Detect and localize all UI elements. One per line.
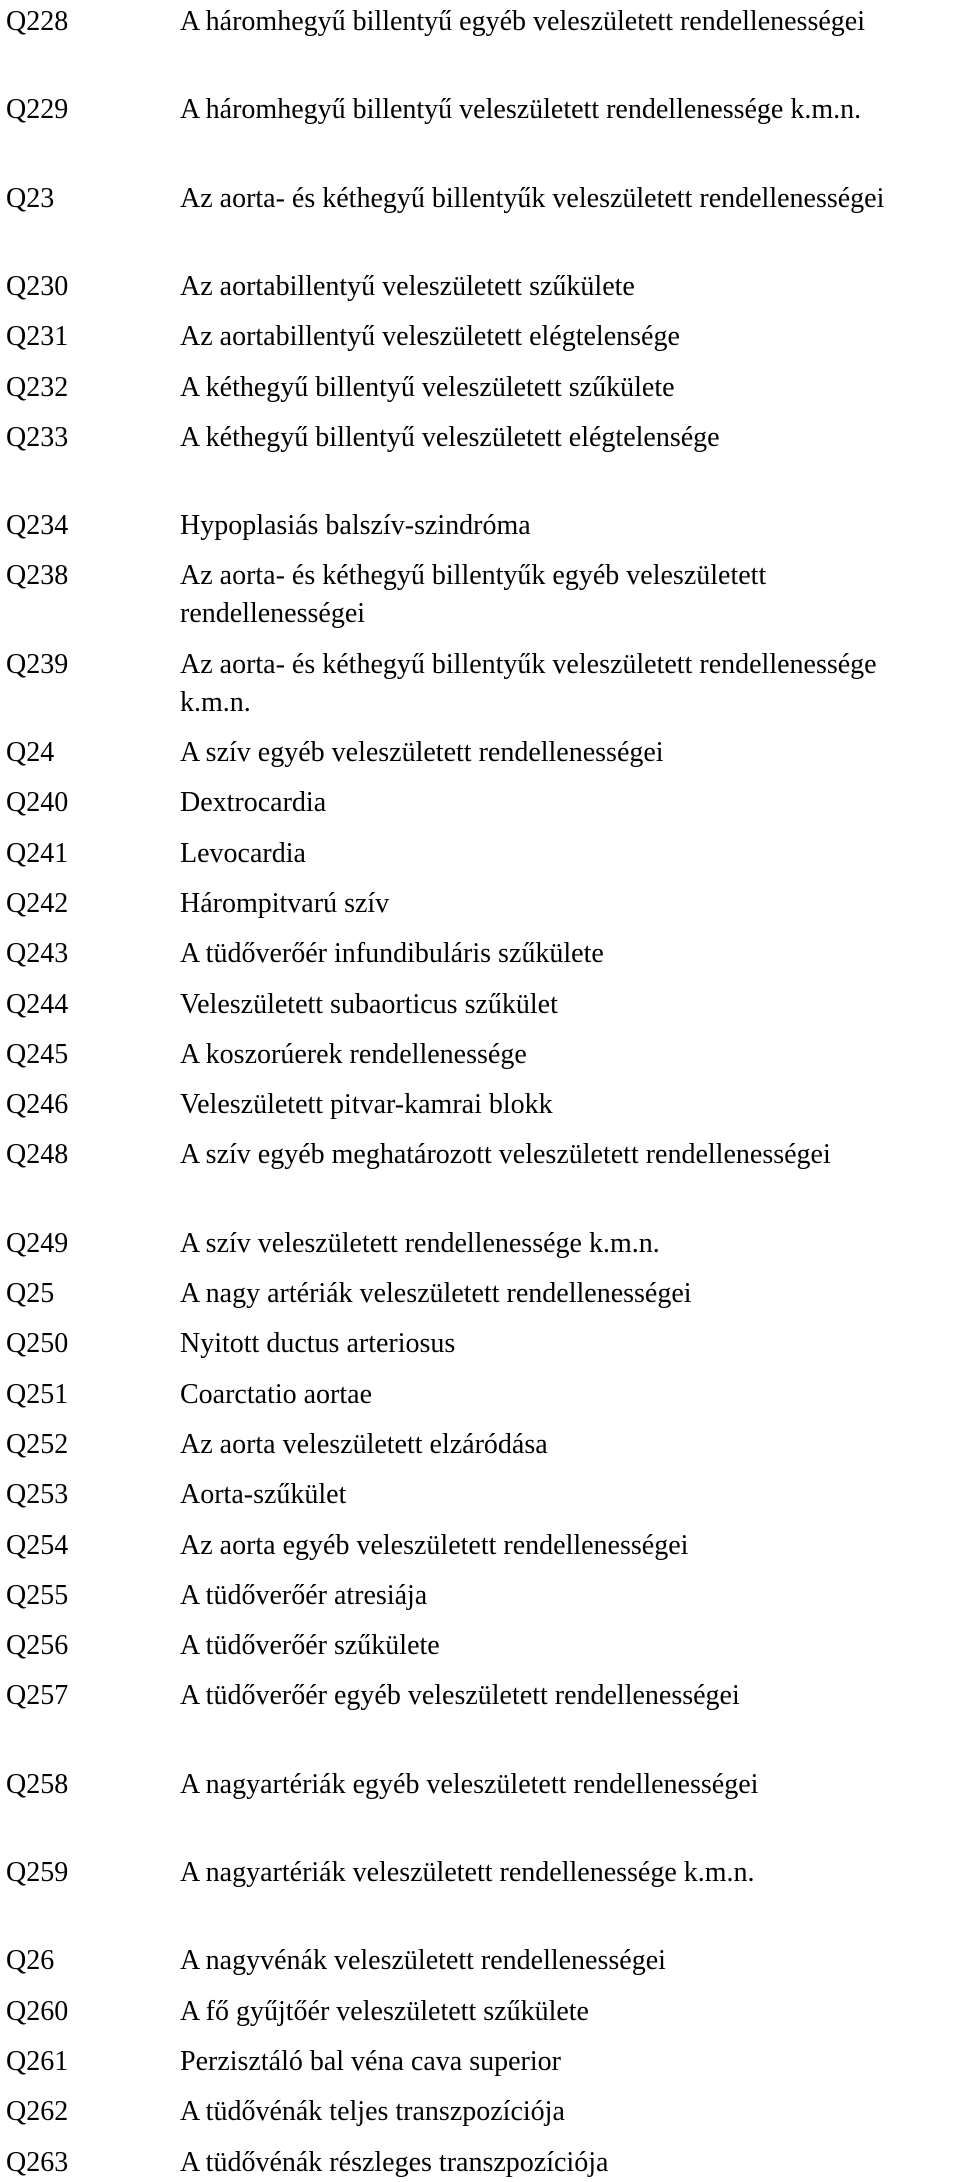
code-description: Az aortabillentyű veleszületett elégtelensége <box>180 321 680 353</box>
code-description: A tüdőverőér egyéb veleszületett rendellenességei <box>180 1680 740 1712</box>
code-row <box>0 1627 960 1665</box>
code-label: Q258 <box>6 1768 69 1800</box>
code-description: A tüdőverőér atresiája <box>180 1579 428 1611</box>
code-label: Q243 <box>6 938 69 970</box>
code-label: Q256 <box>6 1630 69 1662</box>
code-description: A nagyvénák veleszületett rendellenességei <box>180 1945 666 1977</box>
code-row <box>0 646 960 722</box>
code-description: A nagyartériák egyéb veleszületett rendellenességei <box>180 1768 759 1800</box>
code-label: Q250 <box>6 1328 69 1360</box>
code-label: Q233 <box>6 421 69 453</box>
code-label: Q262 <box>6 2096 69 2128</box>
code-description: A kéthegyű billentyű veleszületett elégtelensége <box>180 421 720 453</box>
code-label: Q244 <box>6 988 69 1020</box>
code-description: A kéthegyű billentyű veleszületett szűkülete <box>180 371 675 403</box>
code-row <box>0 1325 960 1363</box>
code-description: Dextrocardia <box>180 787 327 819</box>
code-row <box>0 180 960 256</box>
code-row <box>0 91 960 167</box>
code-description: Az aortabillentyű veleszületett szűkülete <box>180 270 635 302</box>
code-description: Veleszületett pitvar-kamrai blokk <box>180 1089 553 1121</box>
code-label: Q263 <box>6 2146 69 2178</box>
code-label: Q234 <box>6 510 69 542</box>
code-row <box>0 1677 960 1753</box>
code-label: Q248 <box>6 1139 69 1171</box>
code-description: Nyitott ductus arteriosus <box>180 1328 456 1360</box>
code-row <box>0 784 960 822</box>
code-description: Hypoplasiás balszív-szindróma <box>180 510 531 542</box>
code-description: A tüdőverőér szűkülete <box>180 1630 440 1662</box>
code-description: A nagyartériák veleszületett rendellenessége k.m.n. <box>180 1857 755 1888</box>
code-row <box>0 2093 960 2131</box>
code-description: Az aorta- és kéthegyű billentyűk egyéb veleszületett rendellenességei <box>180 560 767 630</box>
code-description: Az aorta- és kéthegyű billentyűk veleszületett rendellenessége k.m.n. <box>180 648 877 718</box>
code-label: Q251 <box>6 1378 69 1410</box>
code-label: Q23 <box>6 182 55 214</box>
code-label: Q242 <box>6 887 69 919</box>
code-row <box>0 1993 960 2031</box>
code-label: Q257 <box>6 1680 69 1712</box>
code-description: A tüdővénák részleges transzpozíciója <box>180 2146 609 2178</box>
code-label: Q259 <box>6 1857 69 1888</box>
code-label: Q245 <box>6 1038 69 1070</box>
code-description: Veleszületett subaorticus szűkület <box>180 988 558 1020</box>
code-description: Levocardia <box>180 837 306 869</box>
code-description: A nagy artériák veleszületett rendellenességei <box>180 1278 692 1309</box>
code-label: Q246 <box>6 1089 69 1121</box>
code-row <box>0 419 960 495</box>
code-row <box>0 1376 960 1414</box>
code-row <box>0 935 960 973</box>
code-row <box>0 835 960 873</box>
code-label: Q231 <box>6 321 69 353</box>
code-row <box>0 1275 960 1313</box>
code-description: Hárompitvarú szív <box>180 887 390 919</box>
code-description: A háromhegyű billentyű veleszületett rendellenessége k.m.n. <box>180 94 862 126</box>
code-description: A szív veleszületett rendellenessége k.m.n. <box>180 1227 660 1259</box>
code-row <box>0 1854 960 1930</box>
code-label: Q24 <box>6 737 55 768</box>
code-description: A tüdőverőér infundibuláris szűkülete <box>180 938 604 970</box>
code-row <box>0 318 960 356</box>
code-description: A szív egyéb veleszületett rendellenességei <box>180 737 664 768</box>
code-row <box>0 986 960 1024</box>
code-row <box>0 1527 960 1565</box>
code-description: Az aorta veleszületett elzáródása <box>180 1428 548 1460</box>
code-label: Q238 <box>6 560 69 592</box>
code-label: Q230 <box>6 270 69 302</box>
code-row <box>0 1476 960 1514</box>
code-label: Q25 <box>6 1278 55 1309</box>
code-row <box>0 734 960 772</box>
code-label: Q253 <box>6 1479 69 1511</box>
code-label: Q239 <box>6 648 69 680</box>
code-description: Az aorta egyéb veleszületett rendellenességei <box>180 1529 689 1561</box>
code-label: Q232 <box>6 371 69 403</box>
code-row <box>0 1766 960 1842</box>
code-label: Q228 <box>6 6 69 37</box>
code-row <box>0 1136 960 1212</box>
code-row <box>0 268 960 306</box>
code-label: Q229 <box>6 94 69 126</box>
code-row <box>0 885 960 923</box>
code-label: Q252 <box>6 1428 69 1460</box>
code-row <box>0 369 960 407</box>
code-description: A szív egyéb meghatározott veleszületett rendellenességei <box>180 1139 831 1171</box>
code-row <box>0 3 960 79</box>
code-label: Q261 <box>6 2045 69 2077</box>
code-label: Q241 <box>6 837 69 869</box>
code-row <box>0 1036 960 1074</box>
code-description: A tüdővénák teljes transzpozíciója <box>180 2096 565 2128</box>
code-row <box>0 507 960 545</box>
code-description: Az aorta- és kéthegyű billentyűk veleszületett rendellenességei <box>180 182 885 214</box>
code-row <box>0 1426 960 1464</box>
code-row <box>0 1225 960 1263</box>
code-label: Q260 <box>6 1995 69 2027</box>
code-row <box>0 1086 960 1124</box>
code-row <box>0 1577 960 1615</box>
code-description: Perzisztáló bal véna cava superior <box>180 2045 561 2077</box>
code-row <box>0 1942 960 1980</box>
code-description: A koszorúerek rendellenessége <box>180 1038 527 1070</box>
code-label: Q255 <box>6 1579 69 1611</box>
code-label: Q26 <box>6 1945 55 1977</box>
code-row <box>0 2144 960 2182</box>
code-description: A fő gyűjtőér veleszületett szűkülete <box>180 1995 589 2027</box>
code-description: Coarctatio aortae <box>180 1378 373 1410</box>
code-label: Q249 <box>6 1227 69 1259</box>
code-description: Aorta-szűkület <box>180 1479 347 1511</box>
code-label: Q254 <box>6 1529 69 1561</box>
code-row <box>0 2043 960 2081</box>
code-label: Q240 <box>6 787 69 819</box>
code-row <box>0 557 960 633</box>
code-description: A háromhegyű billentyű egyéb veleszületett rendellenességei <box>180 6 865 37</box>
